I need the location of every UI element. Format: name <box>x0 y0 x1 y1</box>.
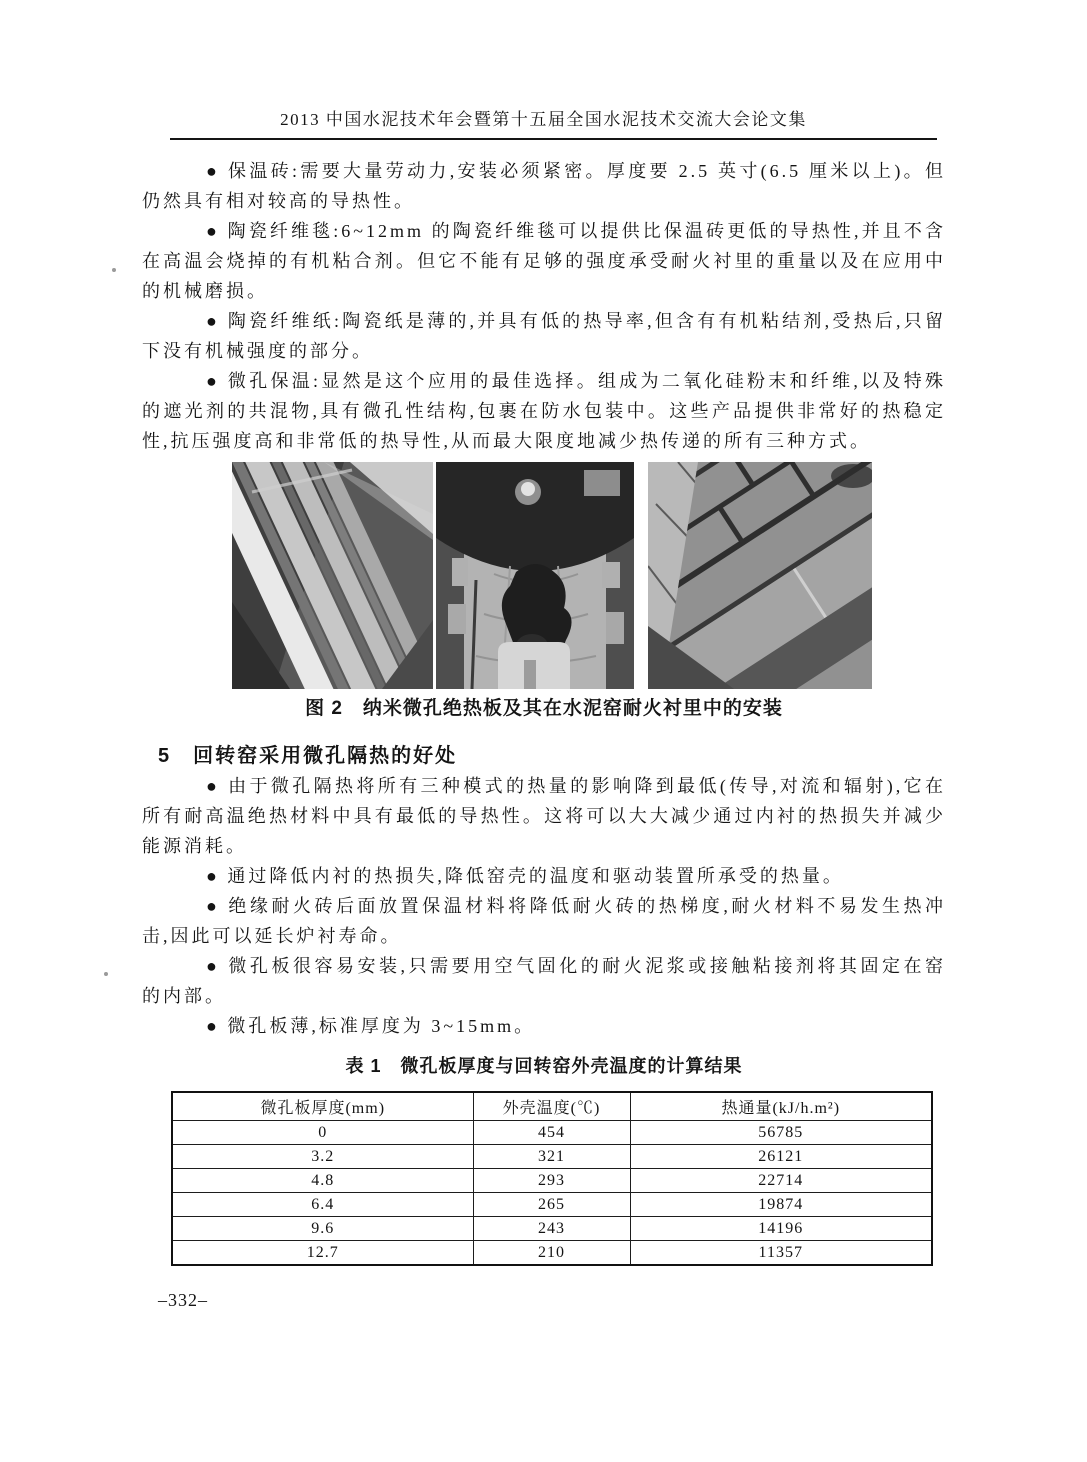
paragraph-lower-shell-temperature: ● 通过降低内衬的热损失,降低窑壳的温度和驱动装置所承受的热量。 <box>206 866 844 886</box>
table-cell: 0 <box>172 1121 473 1145</box>
table-cell: 26121 <box>630 1145 932 1169</box>
table1 <box>171 1091 933 1266</box>
table-header-shell-temperature: 外壳温度(℃) <box>473 1092 630 1121</box>
page-header-title: 2013 中国水泥技术年会暨第十五届全国水泥技术交流大会论文集 <box>280 110 807 129</box>
paragraph-insulating-brick: ● 保温砖:需要大量劳动力,安装必须紧密。厚度要 2.5 英寸(6.5 厘米以上)。但仍然具有相对较高的导热性。 <box>142 161 946 211</box>
table-cell: 11357 <box>630 1241 932 1266</box>
table-cell: 12.7 <box>172 1241 473 1266</box>
table-cell: 454 <box>473 1121 630 1145</box>
table-cell: 6.4 <box>172 1193 473 1217</box>
table-cell: 22714 <box>630 1169 932 1193</box>
header-rule <box>170 138 937 140</box>
table-cell: 9.6 <box>172 1217 473 1241</box>
table-cell: 321 <box>473 1145 630 1169</box>
table-row <box>172 1193 932 1217</box>
scan-speckle <box>112 268 116 272</box>
refractory-brick-lining-photo <box>648 462 872 689</box>
table-cell: 293 <box>473 1169 630 1193</box>
body-content <box>142 156 946 1081</box>
figure2-caption: 图 2 纳米微孔绝热板及其在水泥窑耐火衬里中的安装 <box>305 698 783 719</box>
paragraph-panel-thickness: ● 微孔板薄,标准厚度为 3~15mm。 <box>206 1016 536 1036</box>
kiln-interior-installation-photo <box>436 462 634 689</box>
table-header-thickness: 微孔板厚度(mm) <box>172 1092 473 1121</box>
scan-speckle <box>104 972 108 976</box>
table-header-heat-flux: 热通量(kJ/h.m²) <box>630 1092 932 1121</box>
table-cell: 56785 <box>630 1121 932 1145</box>
insulation-boards-photo <box>232 462 433 689</box>
paragraph-ceramic-fiber-blanket: ● 陶瓷纤维毯:6~12mm 的陶瓷纤维毯可以提供比保温砖更低的导热性,并且不含在高温会烧掉的有机粘合剂。但它不能有足够的强度承受耐火衬里的重量以及在应用中的机械磨损。 <box>142 221 946 301</box>
table-cell: 265 <box>473 1193 630 1217</box>
table-row <box>172 1217 932 1241</box>
table-header-row <box>172 1092 932 1121</box>
table-cell: 243 <box>473 1217 630 1241</box>
table-row <box>172 1169 932 1193</box>
paragraph-ceramic-fiber-paper: ● 陶瓷纤维纸:陶瓷纸是薄的,并具有低的热导率,但含有有机粘结剂,受热后,只留下没有机械强度的部分。 <box>142 311 946 361</box>
table-cell: 3.2 <box>172 1145 473 1169</box>
table-cell: 210 <box>473 1241 630 1266</box>
figure2 <box>142 462 946 725</box>
paragraph-lowest-conductivity: ● 由于微孔隔热将所有三种模式的热量的影响降到最低(传导,对流和辐射),它在所有耐高温绝热材料中具有最低的导热性。这将可以大大减少通过内衬的热损失并减少能源消耗。 <box>142 776 946 856</box>
section5-heading: 5 回转窑采用微孔隔热的好处 <box>158 745 458 767</box>
table-row <box>172 1121 932 1145</box>
paragraph-easy-installation: ● 微孔板很容易安装,只需要用空气固化的耐火泥浆或接触粘接剂将其固定在窑的内部。 <box>142 956 946 1006</box>
table-row <box>172 1241 932 1266</box>
page-number: –332– <box>158 1290 208 1310</box>
table-cell: 4.8 <box>172 1169 473 1193</box>
table-cell: 19874 <box>630 1193 932 1217</box>
table-row <box>172 1145 932 1169</box>
figure2-photos <box>232 462 872 689</box>
paragraph-microporous-insulation: ● 微孔保温:显然是这个应用的最佳选择。组成为二氧化硅粉末和纤维,以及特殊的遮光剂的共混物,具有微孔性结构,包裹在防水包装中。这些产品提供非常好的热稳定性,抗压强度高和非常低的热导性,从而最大限度地减少热传递的所有三种方式。 <box>142 371 946 451</box>
table-cell: 14196 <box>630 1217 932 1241</box>
paragraph-thermal-gradient: ● 绝缘耐火砖后面放置保温材料将降低耐火砖的热梯度,耐火材料不易发生热冲击,因此可以延长炉衬寿命。 <box>142 896 946 946</box>
table1-title: 表 1 微孔板厚度与回转窑外壳温度的计算结果 <box>345 1056 743 1076</box>
